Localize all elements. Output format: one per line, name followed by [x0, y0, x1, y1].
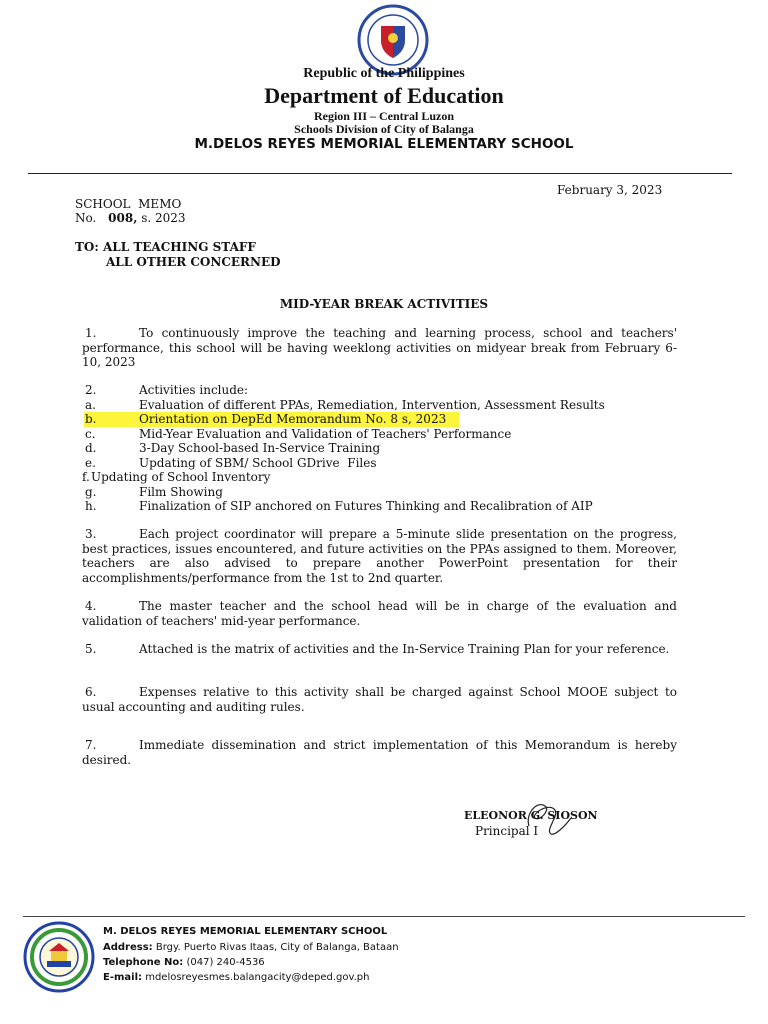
- footer-email: [103, 972, 369, 983]
- signatory-title: Principal I: [475, 824, 539, 838]
- activity-a-letter: a.: [85, 398, 96, 412]
- to-line-2: ALL OTHER CONCERNED: [106, 255, 281, 269]
- school-logo: [23, 921, 95, 993]
- paragraph-4-number: 4.: [85, 599, 97, 613]
- to-line-1: TO: ALL TEACHING STAFF: [75, 240, 256, 254]
- paragraph-2-text: Activities include:: [139, 383, 249, 397]
- activity-e-text: Updating of SBM/ School GDrive Files: [139, 456, 377, 470]
- memo-date: February 3, 2023: [557, 183, 663, 197]
- memo-number: [75, 211, 186, 225]
- region-line: Region III – Central Luzon: [313, 109, 454, 123]
- division-line: Schools Division of City of Balanga: [294, 122, 474, 136]
- activity-c-letter: c.: [85, 427, 96, 441]
- republic-line: Republic of the Philippines: [303, 66, 465, 81]
- activity-a-text: Evaluation of different PPAs, Remediation, Intervention, Assessment Results: [139, 398, 605, 412]
- activity-f-letter: f.: [82, 470, 90, 484]
- paragraph-1-text: To continuously improve the teaching and learning process, school and teachers' performance, this school will be having weeklong activities on midyear break from February 6-10, 2023: [82, 326, 677, 369]
- footer-address: [103, 942, 399, 953]
- paragraph-6: [82, 685, 677, 714]
- school-name: M.DELOS REYES MEMORIAL ELEMENTARY SCHOOL: [194, 136, 574, 152]
- paragraph-3-number: 3.: [85, 527, 97, 541]
- department-title: Department of Education: [264, 83, 504, 108]
- paragraph-2-number: 2.: [85, 383, 97, 397]
- paragraph-5-text: Attached is the matrix of activities and the In-Service Training Plan for your reference.: [139, 642, 670, 656]
- paragraph-4-text: The master teacher and the school head will be in charge of the evaluation and validation of teachers' mid-year performance.: [82, 599, 677, 628]
- memo-no-label: No.: [75, 211, 97, 225]
- memo-no-value: 008,: [108, 211, 138, 225]
- paragraph-1: 1. To continuously improve the teaching and learning process, school and teachers' performance, this school will be having weeklong activities on midyear break from February 6-10, 2023: [82, 326, 677, 369]
- paragraph-5-number: 5.: [85, 642, 97, 656]
- memo-type: SCHOOL MEMO: [75, 197, 182, 211]
- paragraph-4: [82, 599, 677, 628]
- memo-series: s. 2023: [141, 211, 186, 225]
- footer-phone-label: Telephone No:: [103, 957, 184, 968]
- activity-b-letter: b.: [85, 412, 97, 426]
- footer-address-label: Address:: [103, 942, 153, 953]
- activity-g-text: Film Showing: [139, 485, 223, 499]
- footer-address-value: Brgy. Puerto Rivas Itaas, City of Balanga, Bataan: [155, 942, 399, 953]
- activity-h-letter: h.: [85, 499, 97, 513]
- header-divider: [28, 173, 732, 174]
- footer-school-name: M. DELOS REYES MEMORIAL ELEMENTARY SCHOOL: [103, 926, 388, 937]
- paragraph-7-number: 7.: [85, 738, 97, 752]
- paragraph-5: [82, 642, 677, 657]
- footer-phone: [103, 957, 265, 968]
- footer-divider: [23, 916, 745, 917]
- memo-subject: MID-YEAR BREAK ACTIVITIES: [279, 297, 489, 311]
- paragraph-7-text: Immediate dissemination and strict implementation of this Memorandum is hereby desired.: [82, 738, 677, 767]
- activity-g-letter: g.: [85, 485, 97, 499]
- paragraph-6-number: 6.: [85, 685, 97, 699]
- paragraph-3: [82, 527, 677, 585]
- activity-h-text: Finalization of SIP anchored on Futures Thinking and Recalibration of AIP: [139, 499, 593, 513]
- activity-f-text: Updating of School Inventory: [91, 470, 271, 484]
- activity-b-text: Orientation on DepEd Memorandum No. 8 s, 2023: [139, 412, 447, 426]
- footer-phone-value: (047) 240-4536: [186, 957, 265, 968]
- paragraph-7: [82, 738, 677, 767]
- activity-d-text: 3-Day School-based In-Service Training: [139, 441, 381, 455]
- paragraph-6-text: Expenses relative to this activity shall be charged against School MOOE subject to usual accounting and auditing rules.: [82, 685, 677, 714]
- paragraph-3-text: Each project coordinator will prepare a 5-minute slide presentation on the progress, best practices, issues encountered, and future activities on the PPAs assigned to them. Moreover, teachers are also advised to prepare another PowerPoint presentation for their accomplishments/performance from the 1st to 2nd quarter.: [82, 527, 677, 585]
- activity-c-text: Mid-Year Evaluation and Validation of Teachers' Performance: [139, 427, 512, 441]
- footer-email-value[interactable]: mdelosreyesmes.balangacity@deped.gov.ph: [145, 972, 370, 983]
- activity-d-letter: d.: [85, 441, 97, 455]
- footer-email-label: E-mail:: [103, 972, 143, 983]
- activity-e-letter: e.: [85, 456, 96, 470]
- signatory-name: ELEONOR G. SIOSON: [464, 809, 598, 822]
